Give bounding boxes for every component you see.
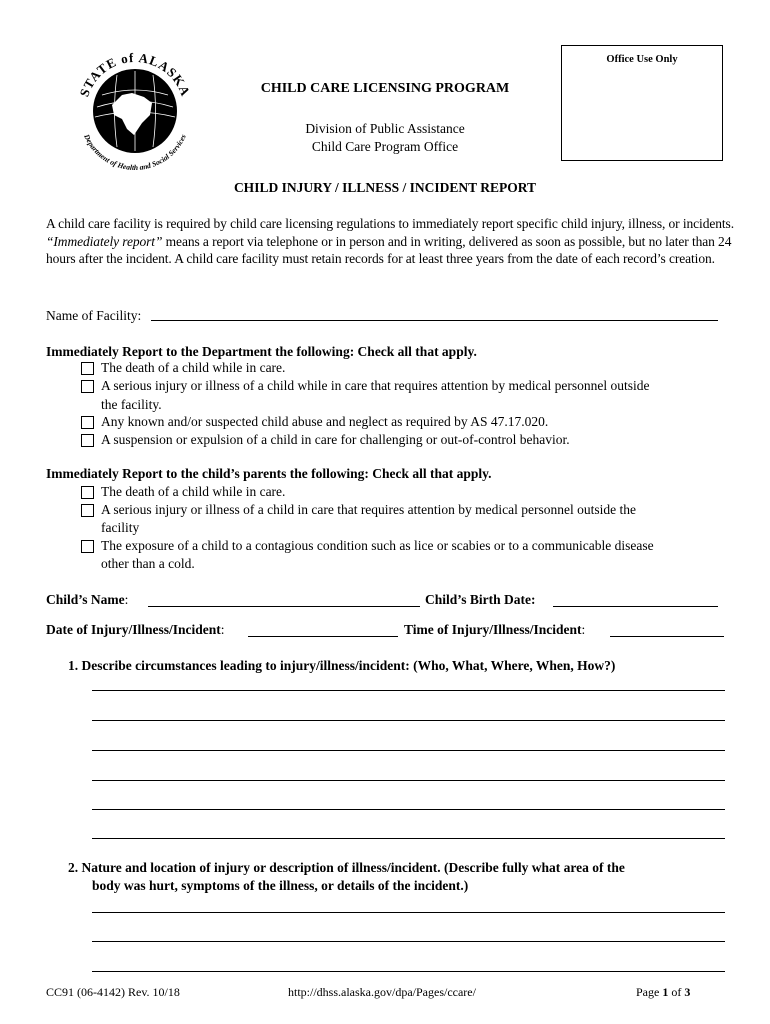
parent-item-serious-injury: A serious injury or illness of a child in care that requires attention by medical personnel outside the xyxy=(101,502,636,517)
incident-date-field[interactable] xyxy=(248,636,398,637)
dept-item-serious-injury-cont: the facility. xyxy=(101,397,162,412)
checkbox-dept-death[interactable] xyxy=(81,362,94,375)
section-department-heading: Immediately Report to the Department the following: Check all that apply. xyxy=(46,344,477,359)
parent-item-serious-injury-cont: facility xyxy=(101,520,140,535)
footer-url[interactable]: http://dhss.alaska.gov/dpa/Pages/ccare/ xyxy=(288,985,476,999)
svg-text:STATE of ALASKA: STATE of ALASKA xyxy=(76,49,194,99)
checkbox-parent-death[interactable] xyxy=(81,486,94,499)
parent-item-death: The death of a child while in care. xyxy=(101,484,286,499)
checkbox-parent-serious-injury[interactable] xyxy=(81,504,94,517)
q2-answer-line[interactable] xyxy=(92,912,725,913)
intro-text-1: A child care facility is required by child care licensing regulations to immediately report specific child injury, illness, or incidents. xyxy=(46,216,734,231)
section-parents-heading: Immediately Report to the child’s parents the following: Check all that apply. xyxy=(46,466,492,481)
intro-text-2: means a report via telephone or in person and in writing, delivered as soon as possible, but no later than 24 hours after the incident. A child care facility must retain records for at least three years from the date of each record’s creation. xyxy=(46,233,732,266)
dept-item-serious-injury: A serious injury or illness of a child while in care that requires attention by medical personnel outside xyxy=(101,378,650,393)
facility-label: Name of Facility: xyxy=(46,308,142,323)
birth-date-label: Child’s Birth Date: xyxy=(425,592,536,607)
intro-paragraph xyxy=(46,215,736,268)
birth-date-field[interactable] xyxy=(553,606,718,607)
child-name-field[interactable] xyxy=(148,606,420,607)
report-title: CHILD INJURY / ILLNESS / INCIDENT REPORT xyxy=(233,180,537,195)
page-number: Page 1 of 3 xyxy=(636,985,691,999)
incident-time-label: Time of Injury/Illness/Incident: xyxy=(404,622,586,637)
dept-item-death: The death of a child while in care. xyxy=(101,360,286,375)
form-id: CC91 (06-4142) Rev. 10/18 xyxy=(46,985,180,999)
checkbox-dept-serious-injury[interactable] xyxy=(81,380,94,393)
division-name: Division of Public Assistance xyxy=(305,121,465,136)
intro-emphasis: “Immediately report” xyxy=(46,233,163,249)
checkbox-dept-abuse[interactable] xyxy=(81,416,94,429)
q1-answer-line[interactable] xyxy=(92,838,725,839)
office-name: Child Care Program Office xyxy=(311,139,459,154)
q1-answer-line[interactable] xyxy=(92,750,725,751)
incident-date-label: Date of Injury/Illness/Incident: xyxy=(46,622,225,637)
office-use-label: Office Use Only xyxy=(606,54,678,65)
division-block xyxy=(180,120,590,156)
parent-item-exposure-cont: other than a cold. xyxy=(101,556,195,571)
dept-item-abuse: Any known and/or suspected child abuse and neglect as required by AS 47.17.020. xyxy=(101,414,549,429)
question-1: 1. Describe circumstances leading to injury/illness/incident: (Who, What, Where, When, How?) xyxy=(68,658,616,673)
parent-item-exposure: The exposure of a child to a contagious condition such as lice or scabies or to a communicable disease xyxy=(101,538,654,553)
q1-answer-line[interactable] xyxy=(92,720,725,721)
program-title: CHILD CARE LICENSING PROGRAM xyxy=(260,81,510,96)
q2-answer-line[interactable] xyxy=(92,971,725,972)
q1-answer-line[interactable] xyxy=(92,809,725,810)
incident-time-field[interactable] xyxy=(610,636,724,637)
checkbox-dept-suspension[interactable] xyxy=(81,434,94,447)
svg-text:Department of Health and Socia: Department of Health and Social Services xyxy=(82,132,188,173)
child-name-label: Child’s Name: xyxy=(46,592,129,607)
q2-answer-line[interactable] xyxy=(92,941,725,942)
q1-answer-line[interactable] xyxy=(92,780,725,781)
checkbox-parent-exposure[interactable] xyxy=(81,540,94,553)
q1-answer-line[interactable] xyxy=(92,690,725,691)
question-2: 2. Nature and location of injury or description of illness/incident. (Describe fully what area of the xyxy=(68,860,625,875)
dept-item-suspension: A suspension or expulsion of a child in care for challenging or out-of-control behavior. xyxy=(101,432,570,447)
facility-name-field[interactable] xyxy=(151,320,718,321)
question-2-cont: body was hurt, symptoms of the illness, or details of the incident.) xyxy=(92,878,469,893)
